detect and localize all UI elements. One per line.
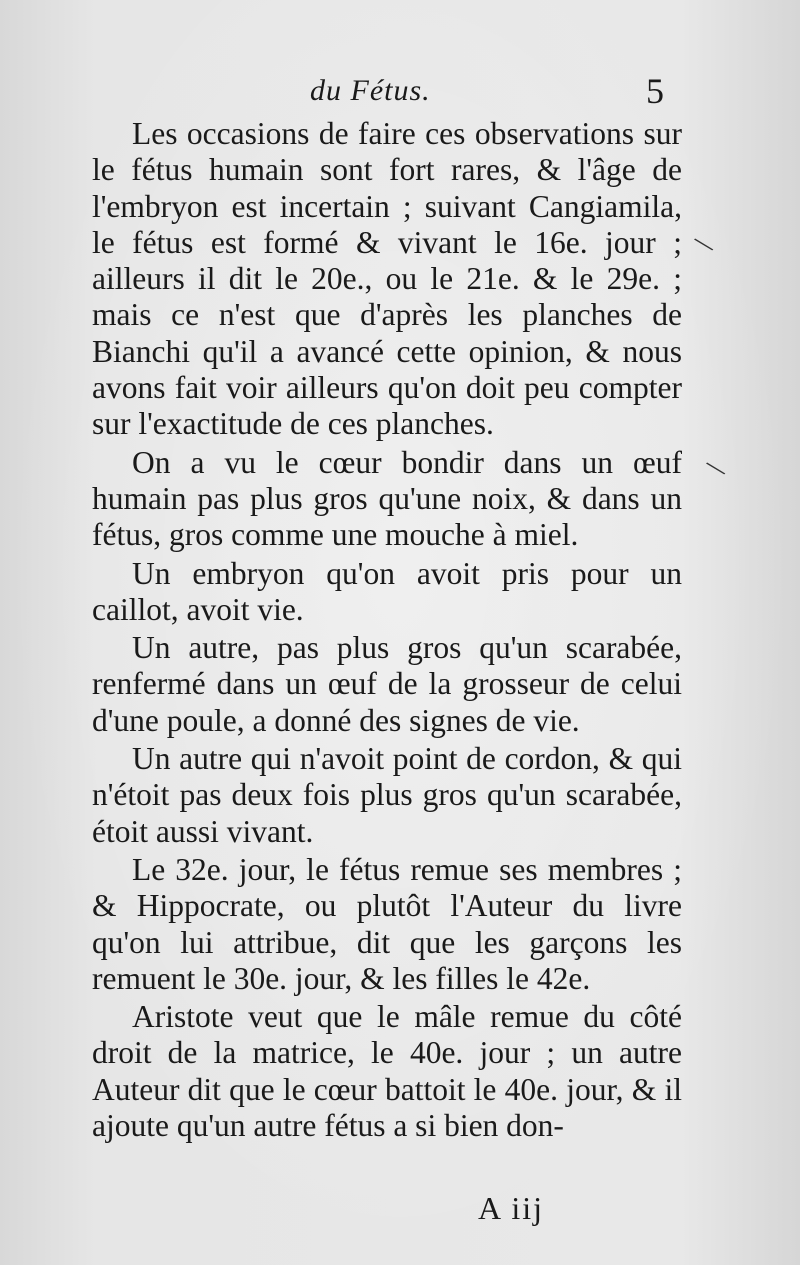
paragraph: Le 32e. jour, le fétus remue ses membres ; & Hippocrate, ou plutôt l'Auteur du livre qu'on lui attribue, dit que les garçons les remuent le 30e. jour, & les filles le 42e. <box>92 851 682 996</box>
paragraph: Un autre, pas plus gros qu'un scarabée, renfermé dans un œuf de la grosseur de celui d'une poule, a donné des signes de vie. <box>92 630 682 738</box>
margin-stroke: \ <box>690 229 718 260</box>
paragraph: On a vu le cœur bondir dans un œuf humain pas plus gros qu'une noix, & dans un fétus, gros comme une mouche à miel. <box>92 444 682 553</box>
body-text <box>92 116 682 1146</box>
signature-mark: A iij <box>478 1190 545 1226</box>
page-number: 5 <box>646 71 664 111</box>
paragraph: Un autre qui n'avoit point de cordon, & qui n'étoit pas deux fois plus gros qu'un scarabée, étoit aussi vivant. <box>92 741 682 849</box>
paragraph: Un embryon qu'on avoit pris pour un caillot, avoit vie. <box>92 555 682 627</box>
running-title: du Fétus. <box>310 74 431 107</box>
margin-stroke: \ <box>702 453 730 484</box>
running-head <box>0 70 800 120</box>
paragraph: Les occasions de faire ces observations sur le fétus humain sont fort rares, & l'âge de l'embryon est incertain ; suivant Cangiamila, le fétus est formé & vivant le 16e. jour ; ailleurs il dit le 20e., ou le 21e. & le 29e. ; mais ce n'est que d'après les planches de Bianchi qu'il a avancé cette opinion, & nous avons fait voir ailleurs qu'on doit peu compter sur l'exactitude de ces planches. <box>92 116 682 442</box>
paragraph: Aristote veut que le mâle remue du côté droit de la matrice, le 40e. jour ; un autre Auteur dit que le cœur battoit le 40e. jour, & il ajoute qu'un autre fétus a si bien don- <box>92 999 682 1144</box>
